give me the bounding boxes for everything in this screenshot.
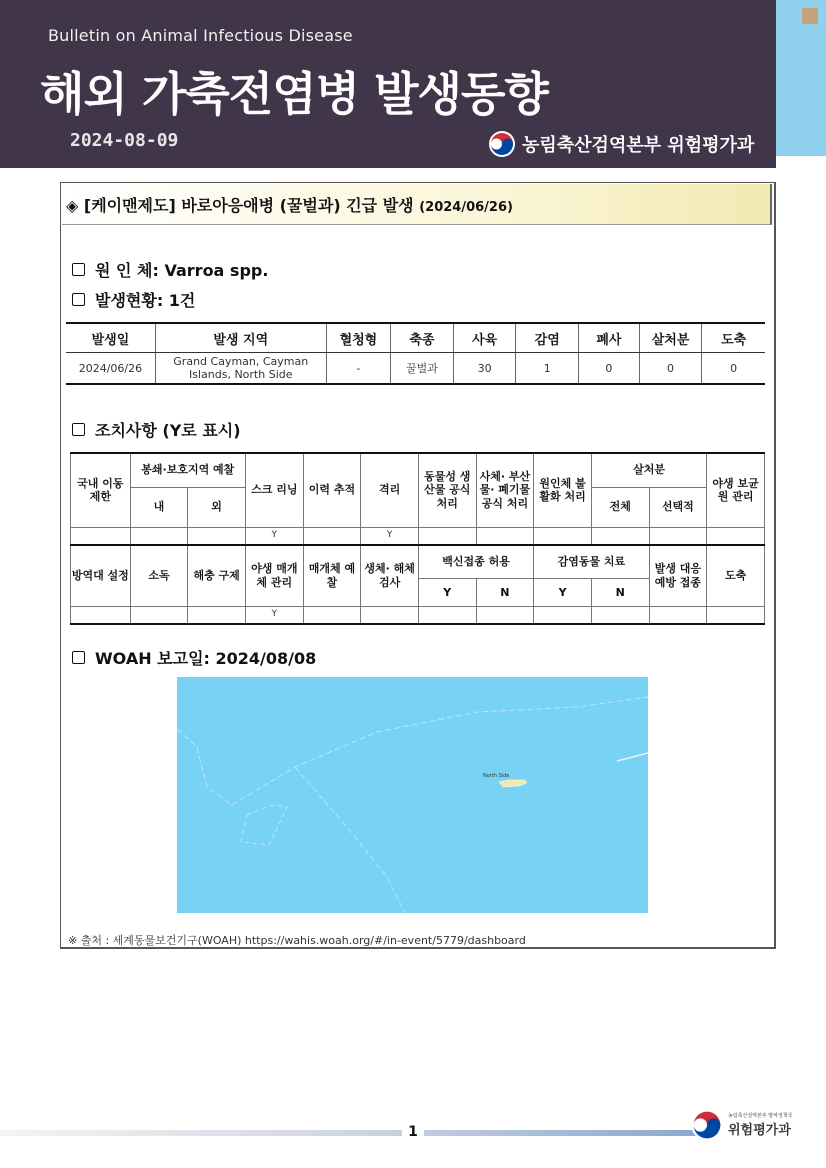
taeguk-emblem-icon [488,130,516,158]
measure-header: 생체· 해체 검사 [361,545,419,607]
footer-rule [0,1130,700,1136]
page-title: 해외 가축전염병 발생동향 [40,67,548,121]
col-header: 도축 [702,323,765,353]
map-label: North Side [483,773,510,779]
status-text: 발생현황: 1건 [95,291,196,310]
measure-value [591,607,649,625]
outbreak-map[interactable] [177,677,648,913]
measure-header: 국내 이동 제한 [71,453,131,527]
checkbox-square-icon [72,263,85,276]
measure-value [418,607,476,625]
footer-agency-small: 농림축산검역본부 방역정책국 [728,1113,793,1119]
measure-header: 소독 [130,545,188,607]
measure-header: 격리 [361,453,419,527]
measure-subheader: Y [534,579,592,607]
measure-value [418,527,476,545]
source-citation: ※ 출처 : 세계동물보건기구(WOAH) https://wahis.woah.org/#/in-event/5779/dashboard [68,934,526,947]
measure-header: 원인체 불활화 처리 [534,453,592,527]
measure-value [361,607,419,625]
checkbox-square-icon [72,293,85,306]
section-title [66,193,513,216]
measure-value [188,527,246,545]
measure-value [130,527,188,545]
measure-value [303,607,361,625]
table-row [66,353,765,385]
measures-title: 조치사항 (Y로 표시) [95,421,241,440]
table-row [71,545,765,579]
measure-header: 도축 [707,545,765,607]
agency-name: 농림축산검역본부 위험평가과 [522,135,755,156]
measure-header: 스크 리닝 [245,453,303,527]
cell-infected: 1 [516,353,579,385]
pathogen-item [72,258,268,281]
checkbox-square-icon [72,423,85,436]
measure-value: Y [245,607,303,625]
woah-text: WOAH 보고일: 2024/08/08 [95,649,317,668]
cell-raised: 30 [453,353,516,385]
issue-date: 2024-08-09 [70,130,179,151]
col-header: 발생일 [66,323,155,353]
cell-dead: 0 [579,353,640,385]
measure-header: 이력 추적 [303,453,361,527]
measure-value [476,527,534,545]
footer-agency-logo [690,1108,792,1142]
cell-culled: 0 [639,353,702,385]
measure-value [188,607,246,625]
measure-header: 살처분 [591,453,706,487]
agency-logo [488,130,754,158]
measure-value [649,607,707,625]
col-header: 축종 [391,323,454,353]
section-title-text: ◈ [케이맨제도] 바로아응애병 (꿀벌과) 긴급 발생 [66,196,414,215]
measure-header: 야생 보균원 관리 [707,453,765,527]
measure-subheader: 외 [188,487,246,527]
col-header: 사육 [453,323,516,353]
page-number: 1 [402,1124,424,1144]
cell-region: Grand Cayman, Cayman Islands, North Side [155,353,326,385]
measure-header: 감염동물 치료 [534,545,649,579]
measure-value [476,607,534,625]
cell-serotype: - [326,353,391,385]
col-header: 감염 [516,323,579,353]
measure-header: 매개체 예찰 [303,545,361,607]
measure-value: Y [361,527,419,545]
col-header: 살처분 [639,323,702,353]
woah-item [72,646,316,669]
cell-date: 2024/06/26 [66,353,155,385]
table-header-row [66,323,765,353]
measure-header: 해충 구제 [188,545,246,607]
col-header: 발생 지역 [155,323,326,353]
measure-header: 발생 대응 예방 접종 [649,545,707,607]
cayman-island-shape [499,780,527,787]
footer-agency-text [728,1112,792,1138]
taeguk-emblem-icon [690,1108,724,1142]
table-row [71,527,765,545]
measure-header: 방역대 설정 [71,545,131,607]
measure-value: Y [245,527,303,545]
side-square [802,8,818,24]
measure-subheader: 내 [130,487,188,527]
cell-species: 꿀벌과 [391,353,454,385]
measure-subheader: N [476,579,534,607]
measure-value [130,607,188,625]
pathogen-text: 원 인 체: Varroa spp. [95,261,269,280]
outbreak-table [66,322,765,385]
measure-header: 봉쇄·보호지역 예찰 [130,453,245,487]
bulletin-subtitle: Bulletin on Animal Infectious Disease [48,26,353,45]
measure-value [71,527,131,545]
measure-value [534,527,592,545]
footer-agency-dept: 위험평가과 [728,1123,791,1138]
section-date: (2024/06/26) [419,200,513,215]
col-header: 혈청형 [326,323,391,353]
side-accent [776,0,826,156]
measure-value [303,527,361,545]
measure-header: 백신접종 허용 [418,545,533,579]
measure-value [707,527,765,545]
col-header: 폐사 [579,323,640,353]
table-row [71,607,765,625]
map-boundaries [177,677,648,913]
status-item [72,288,195,311]
measure-value [534,607,592,625]
measures-table [70,452,765,625]
measure-header: 야생 매개체 관리 [245,545,303,607]
cell-slaughtered: 0 [702,353,765,385]
measure-header: 사체· 부산물· 폐기물 공식 처리 [476,453,534,527]
measure-subheader: N [591,579,649,607]
measure-value [649,527,707,545]
measure-value [707,607,765,625]
measure-value [591,527,649,545]
measure-value [71,607,131,625]
measures-item [72,418,241,441]
measure-subheader: Y [418,579,476,607]
measure-subheader: 전체 [591,487,649,527]
checkbox-square-icon [72,651,85,664]
measure-subheader: 선택적 [649,487,707,527]
table-row [71,453,765,487]
measure-header: 동물성 생산물 공식 처리 [418,453,476,527]
